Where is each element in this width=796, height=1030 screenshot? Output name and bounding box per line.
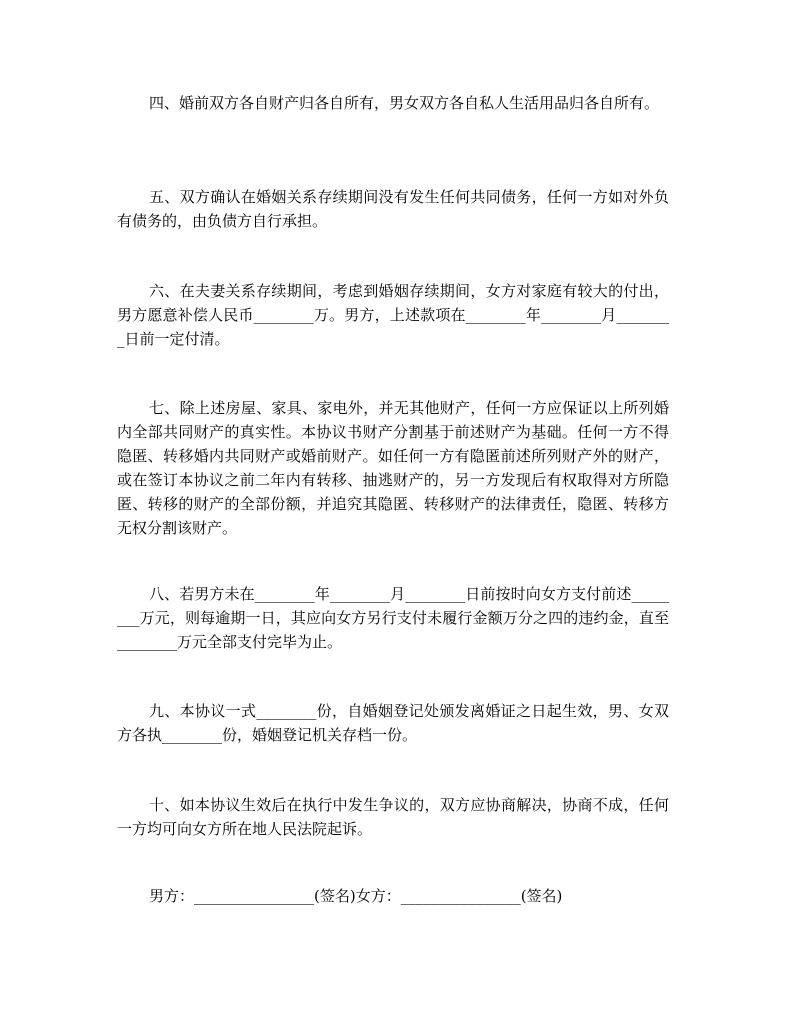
signature-line: 男方：________________(签名)女方：________________(签名) (149, 887, 563, 905)
clause-8: 八、若男方未在________年________月________日前按时向女方支付前述________万元，则每逾期一日，其应向女方另行支付未履行金额万分之四的违约金，直至________万元全部支付完毕为止。 (117, 585, 669, 651)
clause-9: 九、本协议一式________份，自婚姻登记处颁发离婚证之日起生效，男、女双方各执________份，婚姻登记机关存档一份。 (117, 702, 669, 744)
clause-5: 五、双方确认在婚姻关系存续期间没有发生任何共同债务，任何一方如对外负有债务的，由负债方自行承担。 (117, 188, 669, 230)
clause-7: 七、除上述房屋、家具、家电外，并无其他财产，任何一方应保证以上所列婚内全部共同财产的真实性。本协议书财产分割基于前述财产为基础。任何一方不得隐匿、转移婚内共同财产或婚前财产。如任何一方有隐匿前述所列财产外的财产，或在签订本协议之前二年内有转移、抽逃财产的，另一方发现后有权取得对方所隐匿、转移的财产的全部份额，并追究其隐匿、转移财产的法律责任，隐匿、转移方无权分割该财产。 (117, 399, 669, 537)
clause-4: 四、婚前双方各自财产归各自所有，男女双方各自私人生活用品归各自所有。 (149, 94, 660, 112)
clause-10: 十、如本协议生效后在执行中发生争议的，双方应协商解决，协商不成，任何一方均可向女方所在地人民法院起诉。 (117, 796, 669, 838)
clause-6: 六、在夫妻关系存续期间，考虑到婚姻存续期间，女方对家庭有较大的付出，男方愿意补偿人民币________万。男方，上述款项在________年________月________日前一定付清。 (117, 282, 669, 348)
